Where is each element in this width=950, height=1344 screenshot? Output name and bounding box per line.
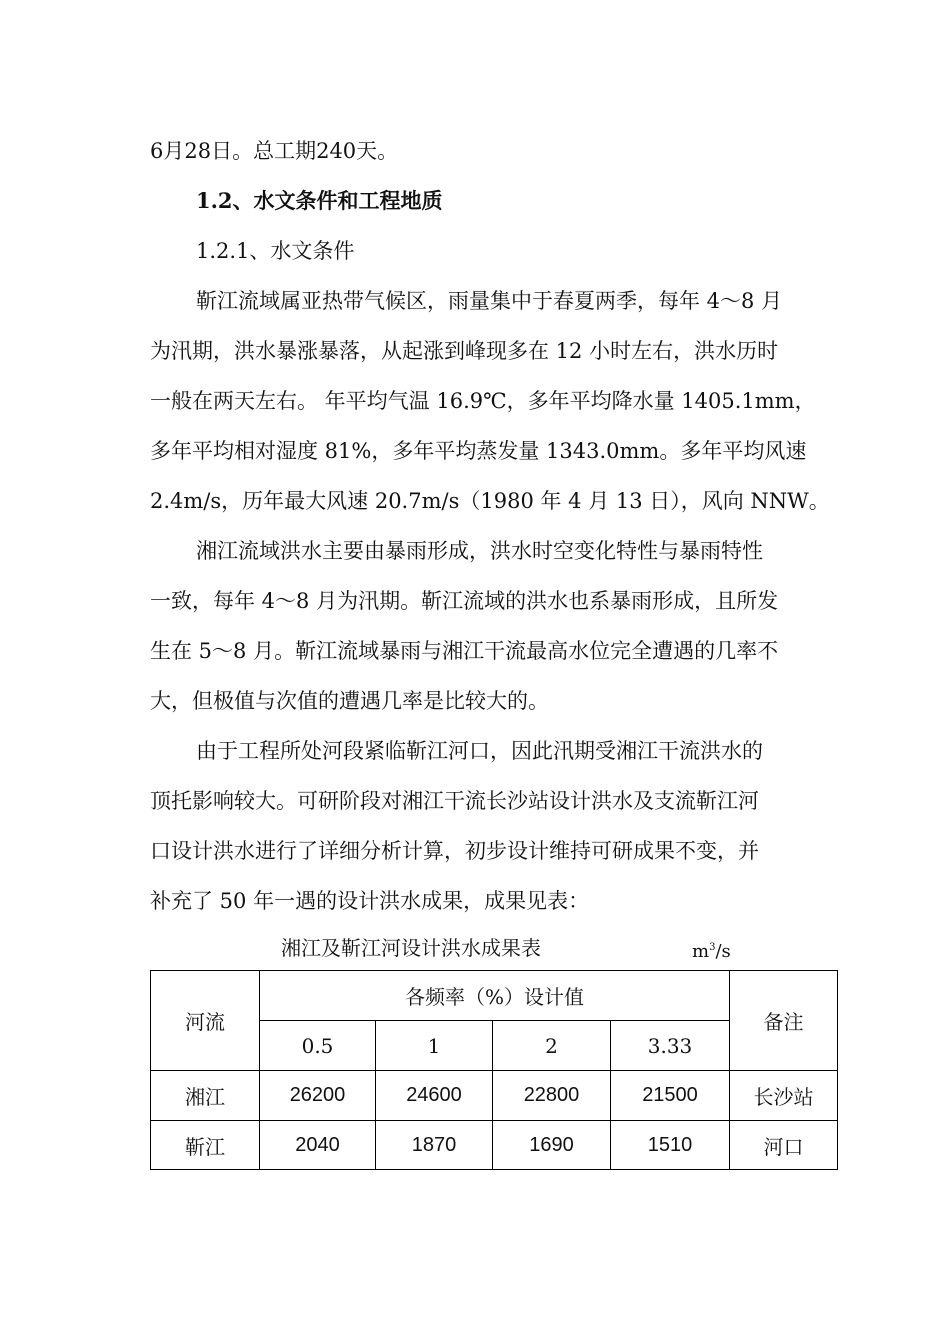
paragraph-line: 湘江流域洪水主要由暴雨形成，洪水时空变化特性与暴雨特性 (196, 539, 763, 563)
table-caption: 湘江及靳江河设计洪水成果表 (281, 936, 541, 960)
unit-exponent: 3 (709, 942, 716, 953)
paragraph-line: 靳江流域属亚热带气候区，雨量集中于春夏两季，每年 4～8 月 (196, 289, 783, 313)
value-cell: 1690 (493, 1121, 611, 1170)
river-name-cell: 湘江 (151, 1071, 260, 1121)
value-cell: 24600 (376, 1071, 493, 1121)
table-unit (692, 933, 731, 967)
paragraph-line: 2.4m/s，历年最大风速 20.7m/s（1980 年 4 月 13 日），风向 NNW。 (150, 489, 830, 513)
paragraph-line: 一致，每年 4～8 月为汛期。靳江流域的洪水也系暴雨形成，且所发 (150, 589, 779, 613)
value-cell: 21500 (611, 1071, 730, 1121)
section-heading: 1.2、水文条件和工程地质 (196, 188, 443, 213)
value-cell: 2040 (260, 1121, 376, 1170)
frequency-cell: 2 (493, 1021, 611, 1071)
header-note: 备注 (730, 971, 838, 1071)
paragraph-line: 口设计洪水进行了详细分析计算，初步设计维持可研成果不变，并 (150, 839, 759, 863)
note-cell: 河口 (730, 1121, 838, 1170)
frequency-cell: 1 (376, 1021, 493, 1071)
river-name-cell: 靳江 (151, 1121, 260, 1170)
paragraph-line: 补充了 50 年一遇的设计洪水成果，成果见表： (150, 889, 590, 913)
unit-tail: /s (715, 941, 731, 962)
table-row (151, 1071, 838, 1121)
value-cell: 1870 (376, 1121, 493, 1170)
unit-base: m (692, 941, 710, 962)
note-cell: 长沙站 (730, 1071, 838, 1121)
subsection-heading: 1.2.1、水文条件 (196, 239, 355, 263)
value-cell: 26200 (260, 1071, 376, 1121)
paragraph-line: 大，但极值与次值的遭遇几率是比较大的。 (150, 689, 549, 713)
flood-design-table (150, 970, 838, 1170)
table-row (151, 1121, 838, 1170)
paragraph-line: 一般在两天左右。 年平均气温 16.9℃，多年平均降水量 1405.1mm， (150, 389, 816, 413)
value-cell: 1510 (611, 1121, 730, 1170)
paragraph-line: 多年平均相对湿度 81%，多年平均蒸发量 1343.0mm。多年平均风速 (150, 439, 807, 463)
paragraph-line: 为汛期，洪水暴涨暴落，从起涨到峰现多在 12 小时左右，洪水历时 (150, 339, 779, 363)
header-river: 河流 (151, 971, 260, 1071)
paragraph-line: 由于工程所处河段紧临靳江河口，因此汛期受湘江干流洪水的 (196, 739, 763, 763)
paragraph-line: 顶托影响较大。可研阶段对湘江干流长沙站设计洪水及支流靳江河 (150, 789, 759, 813)
value-cell: 22800 (493, 1071, 611, 1121)
paragraph-line: 6月28日。总工期240天。 (150, 139, 399, 163)
paragraph-line: 生在 5～8 月。靳江流域暴雨与湘江干流最高水位完全遭遇的几率不 (150, 639, 779, 663)
header-frequency-group: 各频率（%）设计值 (260, 971, 730, 1021)
frequency-cell: 3.33 (611, 1021, 730, 1071)
table-header-row (151, 971, 838, 1021)
frequency-cell: 0.5 (260, 1021, 376, 1071)
